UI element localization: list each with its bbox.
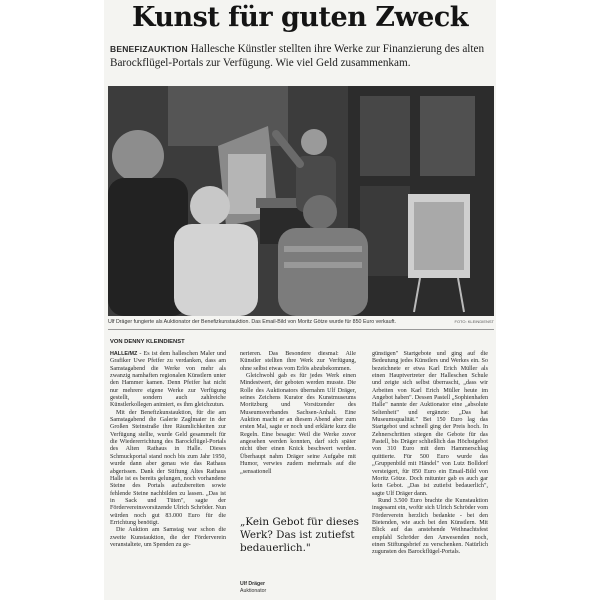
byline: VON DENNY KLEINDIENST [110, 339, 185, 345]
paragraph [110, 351, 226, 410]
quote-author-name: Ulf Dräger [240, 581, 266, 587]
photo-caption-text: Ulf Dräger fungierte als Auktionator der Benefizkunstauktion. Das Email-Bild von Moritz Götze wurde für 850 Euro verkauft. [108, 319, 396, 325]
pull-quote: „Kein Gebot für dieses Werk? Das ist zutiefst bedauerlich." [240, 516, 359, 554]
paragraph: günstigen" Startgebote und ging auf die Bedeutung jedes Künstlers und Werkes ein. So bezeichnete er etwa Karl Erich Müller als einen Hauptvertreter der Halleschen Schule und zeigte sich selbst überrascht, „dass wir Arbeiten von Karl Erich Müller heute im Angebot haben". Dessen Pastell „Sophienhafen Halle" nannte der Auktionator eine „absolute Seltenheit" und ergänzte: „Das hat Museumsqualität." Bei 150 Euro lag das Startgebot und schnell ging der Preis hoch. In Zehnerschritten stiegen die Gebote für das Pastell, bis Dräger schließlich das Höchstgebot von 310 Euro mit dem Hammerschlag quittierte. Für 500 Euro wurde das „Gruppenbild mit Händel" von Lutz Bolldorf versteigert, für 850 Euro ein Email-Bild von Moritz Götze. Doch mitunter gab es auch gar kein Gebot. „Das ist zutiefst bedauerlich", sagte Ulf Dräger dann. [372, 351, 488, 497]
newspaper-clipping [104, 0, 496, 600]
article-column-2 [240, 351, 356, 503]
deck-text: Hallesche Künstler stellten ihre Werke zur Finanzierung des alten Barockflügel-Portals zur Verfügung. Wie viel Geld zusammenkam. [110, 43, 485, 69]
paragraph: nerieren. Das Besondere diesmal: Alle Künstler stellten ihre Werk zur Verfügung, ohne selbst etwas vom Erlös abzubekommen. [240, 351, 356, 372]
deck [110, 42, 492, 70]
headline: Kunst für guten Zweck [131, 2, 469, 33]
paragraph: Gleichwohl gab es für jedes Werk einen Mindestwert, der geboten werden musste. Die Rolle des Auktionators übernahm Ulf Dräger, seines Zeichens Kurator des Kunstmuseums Moritzburg und Vorsitzender des Museumsverbandes Sachsen-Anhalt. Eine Auktion macht er an diesem Abend aber zum ersten Mal, sagte er noch und erklärte kurz die Regeln. Eine besagte: Weil die Werke zuvor angesehen werden konnten, darf sich später nicht über einen Knick beschwert werden. Überhaupt nahm Dräger seine Aufgabe mit Humor, verwies zudem mehrmals auf die „sensationell [240, 373, 356, 475]
article-column-1 [110, 351, 226, 549]
auction-photo-image [108, 86, 494, 316]
photo-caption [108, 319, 494, 325]
column-2-body [240, 351, 356, 503]
paragraph-text: - Es ist dem halleschen Maler und Grafiker Uwe Pfeifer zu verdanken, dass am Samstagabend die Werke von mehr als zwanzig namhaften regionalen Künstlern unter den Hammer kamen. Denn Pfeifer hat nicht nur mehrere eigene Werke zur Verfügung gestellt, sondern auch zahlreiche Künstlerkollegen animiert, es ihm gleichzutun. [110, 351, 226, 409]
paragraph: Rund 3.500 Euro brachte die Kunstauktion insgesamt ein, wofür sich Ulrich Schröder vom Förderverein herzlich bedankte - bei den Bietenden, wie auch bei den Künstlern. Mit Blick auf das anstehende Weihnachtsfest empfahl Schröder den Anwesenden noch, einen Stiftungsbrief zu verschenken. Natürlich zugunsten des Barockflügel-Portals. [372, 497, 488, 556]
photo-credit: FOTO: KLEINDIENST [454, 319, 494, 324]
kicker: BENEFIZAUKTION [110, 44, 188, 54]
paragraph: Mit der Benefizkunstauktion, für die am Samstagabend die Galerie Zaglmaier in der Großen Steinstraße ihre Räumlichkeiten zur Verfügung stellte, wurde Geld gesammelt für die Wiedererrichtung des Barockflügel-Portals des Alten Rathaus in Halle. Dieses Schmuckportal stand noch bis zum Jahr 1950, wurde dann aber genau wie das Rathaus abgerissen. Dank der Stiftung Altes Rathaus Halle ist es bereits gelungen, noch vorhandene Steine des Portals aufzubereiten sowie fehlende Steine nachbilden zu lassen. „Das ist in Sack und Tüten", sagte der Fördervereinsvorsitzende Ulrich Schröder. Nun würden noch gut 83.000 Euro für die Errichtung benötigt. [110, 409, 226, 526]
auction-photo [108, 86, 494, 316]
divider [108, 329, 494, 330]
paragraph: Die Auktion am Samstag war schon die zweite Kunstauktion, die der Förderverein veranstaltete, um Spenden zu ge- [110, 527, 226, 548]
article-column-3 [372, 351, 488, 557]
pull-quote-author [240, 581, 362, 594]
quote-author-role: Auktionator [240, 587, 267, 594]
dateline: HALLE/MZ [110, 351, 138, 357]
